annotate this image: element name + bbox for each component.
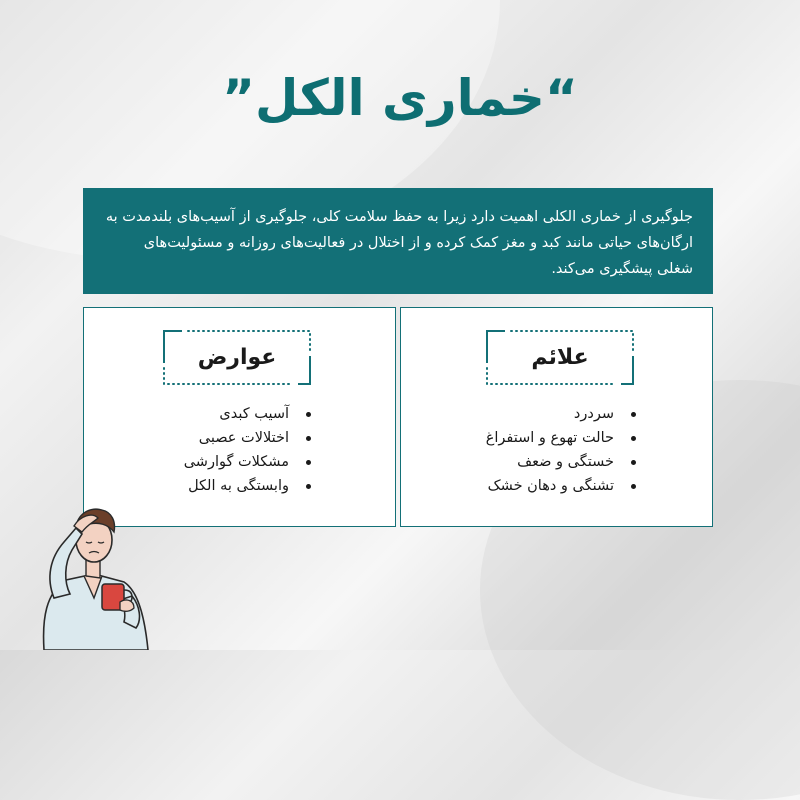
- complications-heading-tag: [162, 330, 312, 385]
- list-item: تشنگی و دهان خشک: [486, 474, 636, 498]
- bullet-icon: [306, 436, 311, 441]
- list-item: وابستگی به الکل: [184, 474, 311, 498]
- symptoms-card: [400, 307, 713, 527]
- complications-heading: عوارض: [197, 345, 277, 370]
- complications-list: [184, 402, 311, 498]
- list-item: آسیب کبدی: [184, 402, 311, 426]
- person-with-headache-illustration: [36, 498, 166, 650]
- bullet-icon: [306, 412, 311, 417]
- list-item: اختلالات عصبی: [184, 426, 311, 450]
- symptoms-heading: علائم: [531, 345, 589, 370]
- intro-text: جلوگیری از خماری الکلی اهمیت دارد زیرا به حفظ سلامت کلی، جلوگیری از آسیب‌های بلندمدت به ارگان‌های حیاتی مانند کبد و مغز کمک کرده و از اختلال در فعالیت‌های روزانه و مسئولیت‌های شغلی پیشگیری می‌کند.: [105, 209, 693, 277]
- bullet-icon: [631, 412, 636, 417]
- complications-card: [83, 307, 396, 527]
- bullet-icon: [631, 460, 636, 465]
- bullet-icon: [631, 484, 636, 489]
- list-item: خستگی و ضعف: [486, 450, 636, 474]
- intro-text-box: [83, 188, 713, 294]
- bullet-icon: [306, 460, 311, 465]
- list-item: مشکلات گوارشی: [184, 450, 311, 474]
- symptoms-list: [486, 402, 636, 498]
- list-item: حالت تهوع و استفراغ: [486, 426, 636, 450]
- list-item: سردرد: [486, 402, 636, 426]
- bullet-icon: [631, 436, 636, 441]
- page-title: “خماری الکل”: [222, 69, 578, 127]
- bullet-icon: [306, 484, 311, 489]
- symptoms-heading-tag: [485, 330, 635, 385]
